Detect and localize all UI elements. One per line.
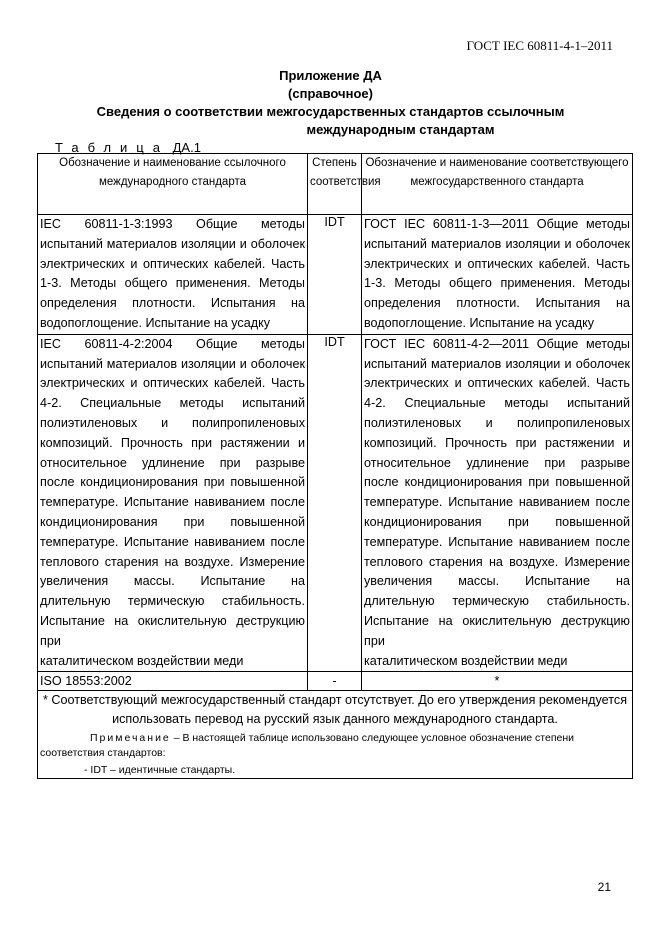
header-degree-of-correspondence: Степень соответствия — [308, 154, 362, 215]
appendix-heading-line2: международным стандартам — [306, 122, 495, 137]
cell-international-standard: ISO 18553:2002 — [38, 672, 308, 691]
table-caption-word: Таблица — [55, 140, 169, 155]
cell-text: IEC 60811-1-3:1993 Общие методы испытаний материалов изоляции и оболочек электрических и оптических кабелей. Часть 1-3. Методы общего применения. Методы определения плотности. Испытания на — [40, 217, 305, 311]
cell-degree: IDT — [308, 215, 362, 335]
note-item — [40, 763, 630, 778]
table-row — [38, 215, 633, 335]
page-number: 21 — [597, 880, 611, 894]
note-text: – В настоящей таблице использовано следующее условное обозначение степени соответствия стандартов: — [40, 732, 575, 760]
note-label: Примечание — [90, 732, 171, 745]
cell-text-last-line: каталитическом воздействии меди — [364, 653, 568, 668]
cell-text-last-line: водопоглощение. Испытание на усадку — [40, 315, 271, 330]
cell-international-standard — [38, 215, 308, 335]
document-header: ГОСТ IEC 60811-4-1–2011 — [466, 38, 613, 53]
cell-international-standard — [38, 334, 308, 672]
appendix-title: Приложение ДА — [279, 68, 382, 83]
appendix-heading-line1: Сведения о соответствии межгосударственных стандартов ссылочным — [96, 104, 565, 119]
correspondence-table — [37, 153, 633, 779]
cell-text-last-line: водопоглощение. Испытание на усадку — [364, 315, 595, 330]
cell-degree: IDT — [308, 334, 362, 672]
header-international-standard: Обозначение и наименование ссылочного международного стандарта — [38, 154, 308, 215]
cell-text-last-line: каталитическом воздействии меди — [40, 653, 244, 668]
note — [40, 731, 630, 761]
table-footer-row — [38, 691, 633, 779]
cell-text: ГОСТ IEC 60811-1-3—2011 Общие методы испытаний материалов изоляции и оболочек электрических и оптических кабелей. Часть 1-3. Методы общего применения. Методы определения плотности. Испытания на — [364, 217, 630, 311]
header-interstate-standard: Обозначение и наименование соответствующего межгосударственного стандарта — [362, 154, 633, 215]
note-item-text: - IDT – идентичные стандарты. — [84, 764, 236, 777]
footnote: * Соответствующий межгосударственный стандарт отсутствует. До его утверждения рекомендуется использовать перевод на русский язык данного международного стандарта. — [42, 693, 628, 727]
table-footer — [38, 691, 633, 779]
cell-interstate-standard: * — [362, 672, 633, 691]
table-row — [38, 672, 633, 691]
table-row — [38, 334, 633, 672]
cell-interstate-standard — [362, 334, 633, 672]
cell-degree: - — [308, 672, 362, 691]
cell-text: IEC 60811-4-2:2004 Общие методы испытаний материалов изоляции и оболочек электрических и оптических кабелей. Часть 4-2. Специальные методы испытаний полиэтиленовых и полипропиленовых композиций. Прочность при растяжении и относительное удлинение при разрыве после кондиционирования при повышенной температуре. Испытание навиванием после кондиционирования при повышенной температуре. Испытание навиванием после теплового старения на воздухе. Измерение увеличения массы. Испытание на длительную термическую стабильность. Испытание на окислительную деструкцию при — [40, 336, 305, 648]
cell-text: ГОСТ IEC 60811-4-2—2011 Общие методы испытаний материалов изоляции и оболочек электрических и оптических кабелей. Часть 4-2. Специальные методы испытаний полиэтиленовых и полипропиленовых композиций. Прочность при растяжении и относительное удлинение при разрыве после кондиционирования при повышенной температуре. Испытание навиванием после кондиционирования при повышенной температуре. Испытание навиванием после теплового старения на воздухе. Измерение увеличения массы. Испытание на длительную термическую стабильность. Испытание на окислительную деструкцию при — [364, 336, 630, 648]
table-header-row — [38, 154, 633, 215]
appendix-subtitle: (справочное) — [288, 86, 373, 101]
cell-interstate-standard — [362, 215, 633, 335]
table-caption-number: ДА.1 — [172, 140, 201, 155]
